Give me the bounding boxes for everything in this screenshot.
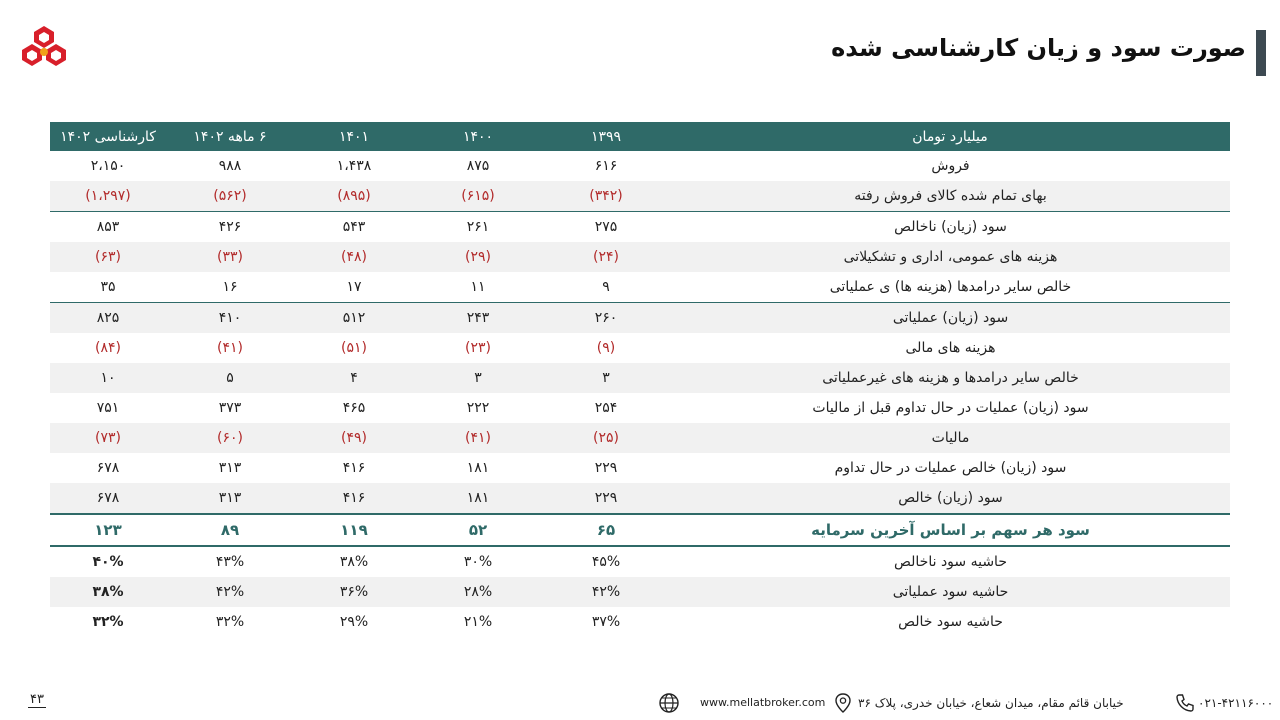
- row-label: سود (زیان) عملیات در حال تداوم قبل از مالیات: [812, 400, 1089, 416]
- cell: (۲۴): [542, 242, 670, 272]
- cell: ۳۶%: [294, 577, 414, 607]
- row-label: بهای تمام شده کالای فروش رفته: [670, 181, 1230, 212]
- title-accent-bar: [1256, 30, 1266, 76]
- row-label: سود (زیان) خالص: [670, 483, 1230, 514]
- cell: ۴۲%: [542, 577, 670, 607]
- income-statement-table: [50, 122, 1230, 637]
- cell: ۳۷۳: [218, 400, 242, 416]
- cell: ۳۱۳: [218, 460, 242, 476]
- cell: ۵: [166, 363, 294, 393]
- cell: ۳۸%: [339, 554, 369, 570]
- cell: ۸۹: [166, 514, 294, 546]
- table-row: [50, 577, 1230, 607]
- cell: ۳: [414, 363, 542, 393]
- cell: (۶۰): [166, 423, 294, 453]
- cell: ۶۷۸: [50, 483, 166, 514]
- cell: ۲۷۵: [542, 212, 670, 243]
- cell: ۸۷۵: [466, 158, 490, 174]
- cell: ۲۲۹: [542, 483, 670, 514]
- header-forecast-1402: کارشناسی ۱۴۰۲: [50, 122, 166, 151]
- cell: ۴۱۶: [294, 483, 414, 514]
- globe-icon: [658, 692, 680, 714]
- mellat-logo: [20, 24, 68, 76]
- cell: ۴۶۵: [342, 400, 366, 416]
- cell: ۶۷۸: [96, 460, 120, 476]
- row-label: سود (زیان) خالص عملیات در حال تداوم: [834, 460, 1067, 476]
- location-pin-icon: [832, 692, 854, 714]
- table-row: [50, 303, 1230, 334]
- cell: ۴۱۰: [166, 303, 294, 334]
- cell: ۲۸%: [414, 577, 542, 607]
- table-row: [50, 151, 1230, 181]
- cell: ۱۷: [346, 279, 362, 295]
- page-number: ۴۳: [30, 692, 44, 707]
- table-row: [50, 212, 1230, 243]
- table-row: [50, 453, 1230, 483]
- cell: (۵۶۲): [166, 181, 294, 212]
- table-row: [50, 607, 1230, 637]
- cell: ۴۰%: [92, 554, 124, 570]
- cell: ۶۱۶: [594, 158, 618, 174]
- row-label: هزینه های مالی: [905, 340, 996, 356]
- cell: (۵۱): [341, 340, 367, 356]
- table-row-eps: [50, 514, 1230, 546]
- cell: (۲۳): [465, 340, 491, 356]
- cell: ۱۱: [470, 279, 486, 295]
- cell: (۶۱۵): [414, 181, 542, 212]
- cell: (۸۴): [95, 340, 121, 356]
- cell: (۸۹۵): [294, 181, 414, 212]
- row-label: حاشیه سود ناخالص: [894, 554, 1007, 570]
- cell: (۷۳): [50, 423, 166, 453]
- cell: ۹: [602, 279, 610, 295]
- row-label: سود هر سهم بر اساس آخرین سرمایه: [670, 514, 1230, 546]
- table-row: [50, 423, 1230, 453]
- row-label: خالص سایر درامدها (هزینه ها) ی عملیاتی: [829, 279, 1072, 295]
- phone-number: ۰۲۱-۴۲۱۱۶۰۰۰: [1198, 696, 1274, 710]
- row-label: فروش: [931, 158, 970, 174]
- cell: ۳۷%: [591, 614, 621, 630]
- cell: ۱۸۱: [466, 460, 490, 476]
- cell: ۴۵%: [591, 554, 621, 570]
- cell: ۲۴۳: [414, 303, 542, 334]
- cell: ۱۸۱: [414, 483, 542, 514]
- cell: ۵۱۲: [294, 303, 414, 334]
- row-label: حاشیه سود عملیاتی: [670, 577, 1230, 607]
- cell: ۴۲۶: [166, 212, 294, 243]
- cell: ۳۲%: [215, 614, 245, 630]
- cell: (۴۸): [294, 242, 414, 272]
- address-text: خیابان قائم مقام، میدان شعاع، خیابان خدری، پلاک ۳۶: [858, 696, 1124, 710]
- cell: (۱،۲۹۷): [50, 181, 166, 212]
- cell: ۴۳%: [215, 554, 245, 570]
- phone-icon: [1174, 692, 1196, 714]
- table-row: [50, 242, 1230, 272]
- cell: ۳۸%: [50, 577, 166, 607]
- row-label: خالص سایر درامدها و هزینه های غیرعملیاتی: [670, 363, 1230, 393]
- header-unit: میلیارد تومان: [670, 122, 1230, 151]
- cell: (۶۳): [50, 242, 166, 272]
- cell: (۴۹): [294, 423, 414, 453]
- cell: ۱۰: [50, 363, 166, 393]
- header-1399: ۱۳۹۹: [542, 122, 670, 151]
- cell: (۴۱): [217, 340, 243, 356]
- cell: ۲۹%: [339, 614, 369, 630]
- row-label: مالیات: [670, 423, 1230, 453]
- cell: ۵۲: [414, 514, 542, 546]
- cell: ۱۲۳: [50, 514, 166, 546]
- cell: ۲۲۹: [594, 460, 618, 476]
- table-row: [50, 363, 1230, 393]
- header-6m-1402: ۶ ماهه ۱۴۰۲: [166, 122, 294, 151]
- cell: ۴۱۶: [342, 460, 366, 476]
- cell: (۹): [596, 340, 616, 356]
- cell: ۱۱۹: [294, 514, 414, 546]
- row-label: حاشیه سود خالص: [898, 614, 1003, 630]
- table-row: [50, 393, 1230, 423]
- cell: ۳۱۳: [166, 483, 294, 514]
- table-header-row: [50, 122, 1230, 151]
- row-label: سود (زیان) ناخالص: [670, 212, 1230, 243]
- cell: ۳۰%: [463, 554, 493, 570]
- cell: ۲۱%: [463, 614, 493, 630]
- table-row: [50, 272, 1230, 303]
- cell: (۳۴۲): [542, 181, 670, 212]
- cell: ۳۲%: [92, 614, 124, 630]
- page-title: صورت سود و زیان کارشناسی شده: [831, 34, 1246, 62]
- cell: (۲۹): [414, 242, 542, 272]
- cell: ۸۵۳: [50, 212, 166, 243]
- cell: ۲۵۴: [594, 400, 618, 416]
- cell: ۲۲۲: [466, 400, 490, 416]
- cell: ۶۵: [542, 514, 670, 546]
- cell: ۷۵۱: [96, 400, 120, 416]
- cell: ۲۶۱: [414, 212, 542, 243]
- cell: ۱،۴۳۸: [336, 158, 372, 174]
- header-1401: ۱۴۰۱: [294, 122, 414, 151]
- cell: ۲،۱۵۰: [90, 158, 126, 174]
- cell: ۴: [294, 363, 414, 393]
- website-link[interactable]: www.mellatbroker.com: [700, 696, 826, 709]
- header-1400: ۱۴۰۰: [414, 122, 542, 151]
- cell: ۳: [542, 363, 670, 393]
- cell: ۱۶: [222, 279, 238, 295]
- table-row: [50, 181, 1230, 212]
- cell: ۵۴۳: [294, 212, 414, 243]
- table-row: [50, 483, 1230, 514]
- table-row: [50, 333, 1230, 363]
- cell: (۳۳): [166, 242, 294, 272]
- cell: ۹۸۸: [218, 158, 242, 174]
- cell: (۴۱): [414, 423, 542, 453]
- cell: ۸۲۵: [50, 303, 166, 334]
- table-row: [50, 546, 1230, 577]
- cell: (۲۵): [542, 423, 670, 453]
- cell: ۳۵: [100, 279, 116, 295]
- cell: ۴۲%: [166, 577, 294, 607]
- row-label: سود (زیان) عملیاتی: [670, 303, 1230, 334]
- cell: ۲۶۰: [542, 303, 670, 334]
- row-label: هزینه های عمومی، اداری و تشکیلاتی: [670, 242, 1230, 272]
